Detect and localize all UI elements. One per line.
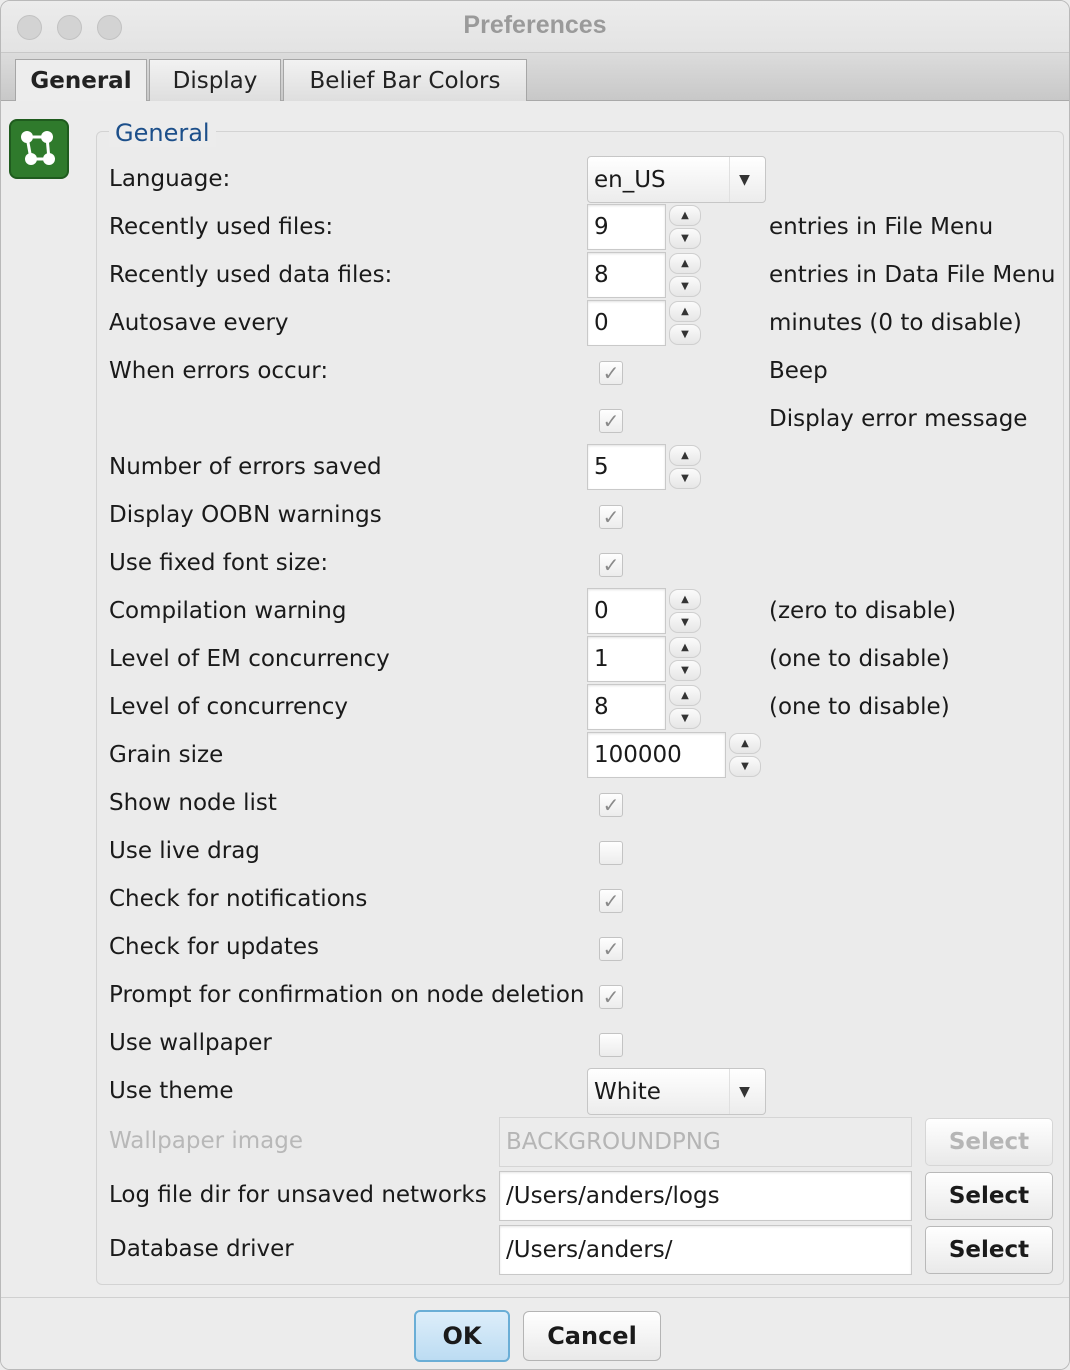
em-concurrency-label: Level of EM concurrency (109, 646, 390, 672)
db-driver-field[interactable]: /Users/anders/ (499, 1225, 912, 1275)
theme-dropdown[interactable] (587, 1068, 766, 1115)
autosave-input[interactable]: 0 (587, 300, 666, 346)
compilation-warning-suffix: (zero to disable) (769, 598, 957, 624)
beep-label: Beep (769, 358, 828, 384)
autosave-suffix: minutes (0 to disable) (769, 310, 1022, 336)
ok-button[interactable]: OK (414, 1310, 510, 1362)
recent-data-files-stepper[interactable] (669, 252, 701, 298)
concurrency-input[interactable]: 8 (587, 684, 666, 730)
chevron-down-icon[interactable]: ▼ (669, 612, 701, 633)
checkmark-icon: ✓ (602, 937, 620, 961)
compilation-warning-stepper[interactable] (669, 588, 701, 634)
recent-files-input[interactable]: 9 (587, 204, 666, 250)
recent-data-files-input[interactable]: 8 (587, 252, 666, 298)
chevron-down-icon[interactable]: ▼ (669, 324, 701, 345)
chevron-down-icon[interactable]: ▼ (669, 708, 701, 729)
checkmark-icon: ✓ (602, 409, 620, 433)
node-list-checkbox[interactable] (599, 793, 623, 817)
db-driver-label: Database driver (109, 1236, 294, 1262)
chevron-up-icon[interactable]: ▲ (729, 733, 761, 754)
chevron-up-icon[interactable]: ▲ (669, 301, 701, 322)
chevron-down-icon[interactable]: ▼ (669, 228, 701, 249)
chevron-down-icon[interactable]: ▼ (669, 660, 701, 681)
chevron-down-icon: ▼ (729, 1069, 759, 1114)
db-driver-select-button[interactable]: Select (925, 1226, 1053, 1274)
language-dropdown[interactable] (587, 156, 766, 203)
chevron-up-icon[interactable]: ▲ (669, 253, 701, 274)
errors-label: When errors occur: (109, 358, 329, 384)
grain-size-input[interactable]: 100000 (587, 732, 726, 778)
oobn-warnings-label: Display OOBN warnings (109, 502, 382, 528)
display-error-checkbox[interactable] (599, 409, 623, 433)
group-title: General (109, 119, 216, 147)
tab-strip (1, 53, 1069, 101)
fixed-font-label: Use fixed font size: (109, 550, 329, 576)
checkmark-icon: ✓ (602, 985, 620, 1009)
compilation-warning-input[interactable]: 0 (587, 588, 666, 634)
node-deletion-label: Prompt for confirmation on node deletion (109, 982, 585, 1008)
checkmark-icon: ✓ (602, 361, 620, 385)
errors-saved-stepper[interactable] (669, 444, 701, 490)
log-dir-label: Log file dir for unsaved networks (109, 1182, 487, 1208)
checkmark-icon: ✓ (602, 553, 620, 577)
node-list-label: Show node list (109, 790, 277, 816)
oobn-warnings-checkbox[interactable] (599, 505, 623, 529)
log-dir-select-button[interactable]: Select (925, 1172, 1053, 1220)
recent-files-label: Recently used files: (109, 214, 334, 240)
wallpaper-checkbox[interactable] (599, 1033, 623, 1057)
em-concurrency-suffix: (one to disable) (769, 646, 950, 672)
concurrency-label: Level of concurrency (109, 694, 349, 720)
cancel-button[interactable]: Cancel (523, 1311, 661, 1361)
tab-display[interactable]: Display (149, 59, 281, 101)
language-label: Language: (109, 166, 231, 192)
theme-label: Use theme (109, 1078, 234, 1104)
wallpaper-label: Use wallpaper (109, 1030, 272, 1056)
recent-files-suffix: entries in File Menu (769, 214, 994, 240)
chevron-down-icon[interactable]: ▼ (669, 468, 701, 489)
checkmark-icon: ✓ (602, 889, 620, 913)
node-deletion-checkbox[interactable] (599, 985, 623, 1009)
chevron-down-icon[interactable]: ▼ (729, 756, 761, 777)
display-error-label: Display error message (769, 406, 1028, 432)
tab-belief-bar-colors[interactable]: Belief Bar Colors (283, 59, 527, 101)
chevron-up-icon[interactable]: ▲ (669, 685, 701, 706)
updates-label: Check for updates (109, 934, 320, 960)
grain-size-stepper[interactable] (729, 732, 761, 778)
updates-checkbox[interactable] (599, 937, 623, 961)
grain-size-label: Grain size (109, 742, 224, 768)
chevron-up-icon[interactable]: ▲ (669, 445, 701, 466)
live-drag-label: Use live drag (109, 838, 260, 864)
errors-saved-label: Number of errors saved (109, 454, 382, 480)
concurrency-suffix: (one to disable) (769, 694, 950, 720)
theme-value: White (594, 1078, 661, 1105)
language-value: en_US (594, 166, 666, 193)
chevron-up-icon[interactable]: ▲ (669, 589, 701, 610)
recent-files-stepper[interactable] (669, 204, 701, 250)
wallpaper-image-field: BACKGROUNDPNG (499, 1117, 912, 1167)
compilation-warning-label: Compilation warning (109, 598, 347, 624)
concurrency-stepper[interactable] (669, 684, 701, 730)
window-title: Preferences (463, 11, 607, 39)
wallpaper-image-select-button: Select (925, 1118, 1053, 1166)
notifications-checkbox[interactable] (599, 889, 623, 913)
em-concurrency-input[interactable]: 1 (587, 636, 666, 682)
log-dir-field[interactable]: /Users/anders/logs (499, 1171, 912, 1221)
chevron-up-icon[interactable]: ▲ (669, 637, 701, 658)
errors-saved-input[interactable]: 5 (587, 444, 666, 490)
network-graph-icon (9, 119, 69, 179)
chevron-down-icon: ▼ (729, 157, 759, 202)
em-concurrency-stepper[interactable] (669, 636, 701, 682)
beep-checkbox[interactable] (599, 361, 623, 385)
chevron-down-icon[interactable]: ▼ (669, 276, 701, 297)
autosave-stepper[interactable] (669, 300, 701, 346)
title-bar[interactable] (1, 1, 1069, 53)
recent-data-files-suffix: entries in Data File Menu (769, 262, 1056, 288)
notifications-label: Check for notifications (109, 886, 368, 912)
recent-data-files-label: Recently used data files: (109, 262, 393, 288)
checkmark-icon: ✓ (602, 505, 620, 529)
fixed-font-checkbox[interactable] (599, 553, 623, 577)
live-drag-checkbox[interactable] (599, 841, 623, 865)
checkmark-icon: ✓ (602, 793, 620, 817)
tab-general[interactable]: General (15, 59, 147, 102)
chevron-up-icon[interactable]: ▲ (669, 205, 701, 226)
autosave-label: Autosave every (109, 310, 289, 336)
wallpaper-image-label: Wallpaper image (109, 1128, 303, 1154)
